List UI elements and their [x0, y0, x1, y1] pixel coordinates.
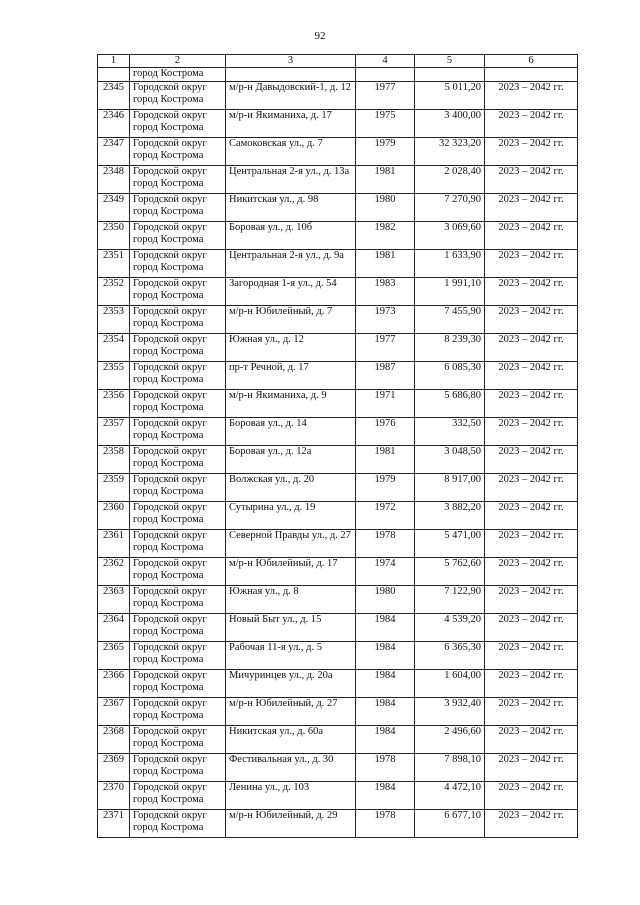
- row-number: 2366: [98, 670, 130, 698]
- table-row: [98, 110, 578, 138]
- area-cell: 5 471,00: [415, 530, 485, 558]
- year-built-cell: 1977: [356, 82, 415, 110]
- table-row: [98, 306, 578, 334]
- address-cell: пр-т Речной, д. 17: [226, 362, 356, 390]
- table-row: [98, 642, 578, 670]
- municipality-cell: Городской округ город Кострома: [130, 362, 226, 390]
- area-cell: 6 085,30: [415, 362, 485, 390]
- repair-period-cell: 2023 – 2042 гг.: [485, 362, 578, 390]
- row-number: 2362: [98, 558, 130, 586]
- municipality-cell: Городской округ город Кострома: [130, 110, 226, 138]
- row-number: 2365: [98, 642, 130, 670]
- repair-period-cell: 2023 – 2042 гг.: [485, 166, 578, 194]
- repair-period-cell: 2023 – 2042 гг.: [485, 418, 578, 446]
- municipality-cell: Городской округ город Кострома: [130, 334, 226, 362]
- address-cell: Рабочая 11-я ул., д. 5: [226, 642, 356, 670]
- address-cell: м/р-и Якиманиха, д. 17: [226, 110, 356, 138]
- repair-period-cell: 2023 – 2042 гг.: [485, 278, 578, 306]
- area-cell: 7 898,10: [415, 754, 485, 782]
- year-built-cell: 1987: [356, 362, 415, 390]
- repair-period-cell: 2023 – 2042 гг.: [485, 726, 578, 754]
- table-row: [98, 390, 578, 418]
- address-cell: Боровая ул., д. 14: [226, 418, 356, 446]
- year-built-cell: 1978: [356, 530, 415, 558]
- table-row: [98, 558, 578, 586]
- row-number: 2359: [98, 474, 130, 502]
- column-header: 6: [485, 55, 578, 68]
- repair-period-cell: 2023 – 2042 гг.: [485, 194, 578, 222]
- row-number: 2371: [98, 810, 130, 838]
- municipality-cell: Городской округ город Кострома: [130, 586, 226, 614]
- repair-period-cell: 2023 – 2042 гг.: [485, 474, 578, 502]
- row-number: 2345: [98, 82, 130, 110]
- year-built-cell: 1984: [356, 642, 415, 670]
- table-row: [98, 250, 578, 278]
- column-header: 2: [130, 55, 226, 68]
- repair-period-cell: 2023 – 2042 гг.: [485, 754, 578, 782]
- year-built-cell: 1980: [356, 194, 415, 222]
- continuation-municipality: город Кострома: [130, 68, 226, 82]
- table-row: [98, 194, 578, 222]
- address-cell: Боровая ул., д. 10б: [226, 222, 356, 250]
- repair-period-cell: 2023 – 2042 гг.: [485, 530, 578, 558]
- row-number: 2354: [98, 334, 130, 362]
- row-number: 2356: [98, 390, 130, 418]
- municipality-cell: Городской округ город Кострома: [130, 754, 226, 782]
- area-cell: 1 991,10: [415, 278, 485, 306]
- continuation-row: [98, 68, 578, 82]
- table-row: [98, 670, 578, 698]
- area-cell: 7 122,90: [415, 586, 485, 614]
- row-number: 2357: [98, 418, 130, 446]
- year-built-cell: 1971: [356, 390, 415, 418]
- address-cell: Самоковская ул., д. 7: [226, 138, 356, 166]
- table-row: [98, 586, 578, 614]
- row-number: 2363: [98, 586, 130, 614]
- table-row: [98, 334, 578, 362]
- repair-period-cell: 2023 – 2042 гг.: [485, 82, 578, 110]
- row-number: 2364: [98, 614, 130, 642]
- year-built-cell: 1978: [356, 754, 415, 782]
- municipality-cell: Городской округ город Кострома: [130, 502, 226, 530]
- year-built-cell: 1975: [356, 110, 415, 138]
- municipality-cell: Городской округ город Кострома: [130, 642, 226, 670]
- address-cell: Никитская ул., д. 60а: [226, 726, 356, 754]
- repair-period-cell: 2023 – 2042 гг.: [485, 614, 578, 642]
- table-row: [98, 418, 578, 446]
- year-built-cell: 1984: [356, 614, 415, 642]
- address-cell: м/р-н Давыдовский-1, д. 12: [226, 82, 356, 110]
- area-cell: 6 677,10: [415, 810, 485, 838]
- year-built-cell: 1983: [356, 278, 415, 306]
- municipality-cell: Городской округ город Кострома: [130, 558, 226, 586]
- area-cell: 2 028,40: [415, 166, 485, 194]
- address-cell: Южная ул., д. 12: [226, 334, 356, 362]
- year-built-cell: 1981: [356, 446, 415, 474]
- address-cell: Северной Правды ул., д. 27: [226, 530, 356, 558]
- year-built-cell: 1984: [356, 698, 415, 726]
- address-cell: Волжская ул., д. 20: [226, 474, 356, 502]
- municipality-cell: Городской округ город Кострома: [130, 250, 226, 278]
- row-number: 2360: [98, 502, 130, 530]
- repair-period-cell: 2023 – 2042 гг.: [485, 558, 578, 586]
- table-row: [98, 278, 578, 306]
- municipality-cell: Городской округ город Кострома: [130, 138, 226, 166]
- table-row: [98, 530, 578, 558]
- address-cell: Центральная 2-я ул., д. 13а: [226, 166, 356, 194]
- repair-period-cell: 2023 – 2042 гг.: [485, 782, 578, 810]
- row-number: 2361: [98, 530, 130, 558]
- column-header: 1: [98, 55, 130, 68]
- municipality-cell: Городской округ город Кострома: [130, 530, 226, 558]
- area-cell: 5 762,60: [415, 558, 485, 586]
- address-cell: Ленина ул., д. 103: [226, 782, 356, 810]
- year-built-cell: 1984: [356, 782, 415, 810]
- table-row: [98, 782, 578, 810]
- column-header: 5: [415, 55, 485, 68]
- municipality-cell: Городской округ город Кострома: [130, 474, 226, 502]
- municipality-cell: Городской округ город Кострома: [130, 222, 226, 250]
- area-cell: 6 365,30: [415, 642, 485, 670]
- year-built-cell: 1981: [356, 166, 415, 194]
- table-row: [98, 810, 578, 838]
- municipality-cell: Городской округ город Кострома: [130, 670, 226, 698]
- municipality-cell: Городской округ город Кострома: [130, 278, 226, 306]
- year-built-cell: 1981: [356, 250, 415, 278]
- area-cell: 2 496,60: [415, 726, 485, 754]
- row-number: 2369: [98, 754, 130, 782]
- repair-period-cell: 2023 – 2042 гг.: [485, 670, 578, 698]
- area-cell: 3 048,50: [415, 446, 485, 474]
- municipality-cell: Городской округ город Кострома: [130, 698, 226, 726]
- municipality-cell: Городской округ город Кострома: [130, 726, 226, 754]
- row-number: 2355: [98, 362, 130, 390]
- row-number: 2358: [98, 446, 130, 474]
- row-number: 2353: [98, 306, 130, 334]
- row-number: 2349: [98, 194, 130, 222]
- address-cell: Сутырина ул., д. 19: [226, 502, 356, 530]
- year-built-cell: 1979: [356, 474, 415, 502]
- address-cell: Мичуринцев ул., д. 20а: [226, 670, 356, 698]
- repair-period-cell: 2023 – 2042 гг.: [485, 810, 578, 838]
- year-built-cell: 1977: [356, 334, 415, 362]
- table-row: [98, 614, 578, 642]
- table-row: [98, 502, 578, 530]
- repair-period-cell: 2023 – 2042 гг.: [485, 642, 578, 670]
- table-row: [98, 698, 578, 726]
- municipality-cell: Городской округ город Кострома: [130, 194, 226, 222]
- table-row: [98, 222, 578, 250]
- row-number: 2370: [98, 782, 130, 810]
- year-built-cell: 1984: [356, 726, 415, 754]
- area-cell: 3 069,60: [415, 222, 485, 250]
- repair-period-cell: 2023 – 2042 гг.: [485, 446, 578, 474]
- area-cell: 5 011,20: [415, 82, 485, 110]
- area-cell: 4 472,10: [415, 782, 485, 810]
- address-cell: м/р-н Юбилейный, д. 27: [226, 698, 356, 726]
- table-row: [98, 726, 578, 754]
- table-row: [98, 474, 578, 502]
- municipality-cell: Городской округ город Кострома: [130, 82, 226, 110]
- address-cell: м/р-н Юбилейный, д. 7: [226, 306, 356, 334]
- table-row: [98, 754, 578, 782]
- address-cell: Фестивальная ул., д. 30: [226, 754, 356, 782]
- area-cell: 7 455,90: [415, 306, 485, 334]
- row-number: 2347: [98, 138, 130, 166]
- year-built-cell: 1980: [356, 586, 415, 614]
- repair-period-cell: 2023 – 2042 гг.: [485, 390, 578, 418]
- year-built-cell: 1979: [356, 138, 415, 166]
- municipality-cell: Городской округ город Кострома: [130, 390, 226, 418]
- row-number: 2367: [98, 698, 130, 726]
- address-cell: Боровая ул., д. 12а: [226, 446, 356, 474]
- year-built-cell: 1973: [356, 306, 415, 334]
- repair-period-cell: 2023 – 2042 гг.: [485, 306, 578, 334]
- year-built-cell: 1982: [356, 222, 415, 250]
- area-cell: 1 633,90: [415, 250, 485, 278]
- area-cell: 3 400,00: [415, 110, 485, 138]
- column-header: 3: [226, 55, 356, 68]
- table-row: [98, 138, 578, 166]
- area-cell: 8 917,00: [415, 474, 485, 502]
- page-number: 92: [314, 30, 326, 42]
- area-cell: 8 239,30: [415, 334, 485, 362]
- area-cell: 332,50: [415, 418, 485, 446]
- area-cell: 4 539,20: [415, 614, 485, 642]
- municipality-cell: Городской округ город Кострома: [130, 418, 226, 446]
- area-cell: 7 270,90: [415, 194, 485, 222]
- table-row: [98, 362, 578, 390]
- municipality-cell: Городской округ город Кострома: [130, 446, 226, 474]
- row-number: 2346: [98, 110, 130, 138]
- repair-period-cell: 2023 – 2042 гг.: [485, 698, 578, 726]
- municipality-cell: Городской округ город Кострома: [130, 810, 226, 838]
- address-cell: Никитская ул., д. 98: [226, 194, 356, 222]
- year-built-cell: 1974: [356, 558, 415, 586]
- table-row: [98, 166, 578, 194]
- repair-period-cell: 2023 – 2042 гг.: [485, 110, 578, 138]
- address-cell: Загородная 1-я ул., д. 54: [226, 278, 356, 306]
- municipality-cell: Городской округ город Кострома: [130, 614, 226, 642]
- municipality-cell: Городской округ город Кострома: [130, 166, 226, 194]
- municipality-cell: Городской округ город Кострома: [130, 306, 226, 334]
- row-number: 2348: [98, 166, 130, 194]
- municipality-cell: Городской округ город Кострома: [130, 782, 226, 810]
- table-row: [98, 446, 578, 474]
- row-number: 2368: [98, 726, 130, 754]
- address-cell: Новый Быт ул., д. 15: [226, 614, 356, 642]
- area-cell: 3 882,20: [415, 502, 485, 530]
- repair-period-cell: 2023 – 2042 гг.: [485, 222, 578, 250]
- row-number: 2350: [98, 222, 130, 250]
- year-built-cell: 1972: [356, 502, 415, 530]
- housing-registry-table: [97, 54, 578, 838]
- address-cell: Центральная 2-я ул., д. 9а: [226, 250, 356, 278]
- column-number-row: [98, 55, 578, 68]
- row-number: 2352: [98, 278, 130, 306]
- column-header: 4: [356, 55, 415, 68]
- table-row: [98, 82, 578, 110]
- address-cell: м/р-н Якиманиха, д. 9: [226, 390, 356, 418]
- repair-period-cell: 2023 – 2042 гг.: [485, 502, 578, 530]
- year-built-cell: 1978: [356, 810, 415, 838]
- address-cell: м/р-н Юбилейный, д. 29: [226, 810, 356, 838]
- area-cell: 5 686,80: [415, 390, 485, 418]
- address-cell: Южная ул., д. 8: [226, 586, 356, 614]
- area-cell: 1 604,00: [415, 670, 485, 698]
- repair-period-cell: 2023 – 2042 гг.: [485, 334, 578, 362]
- repair-period-cell: 2023 – 2042 гг.: [485, 250, 578, 278]
- area-cell: 32 323,20: [415, 138, 485, 166]
- repair-period-cell: 2023 – 2042 гг.: [485, 138, 578, 166]
- repair-period-cell: 2023 – 2042 гг.: [485, 586, 578, 614]
- year-built-cell: 1976: [356, 418, 415, 446]
- year-built-cell: 1984: [356, 670, 415, 698]
- area-cell: 3 932,40: [415, 698, 485, 726]
- address-cell: м/р-н Юбилейный, д. 17: [226, 558, 356, 586]
- row-number: 2351: [98, 250, 130, 278]
